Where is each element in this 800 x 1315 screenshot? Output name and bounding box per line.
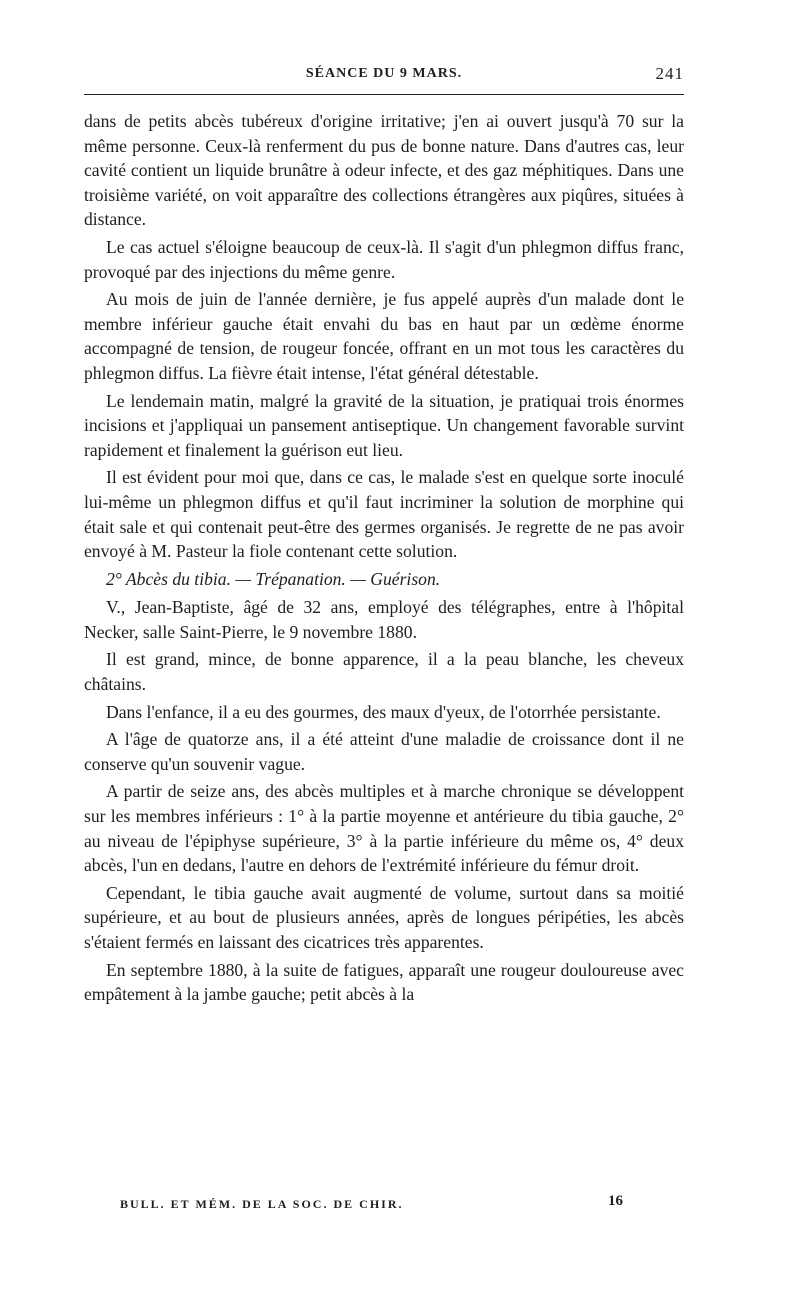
- running-head-title: SÉANCE DU 9 MARS.: [305, 66, 463, 81]
- running-head: [84, 60, 684, 84]
- body-text: [84, 109, 684, 1007]
- paragraph: Le lendemain matin, malgré la gravité de la situation, je pratiquai trois énormes incisions et j'appliquai un pansement antiseptique. Un changement favorable survint rapidement et finalement la guérison eut lieu.: [84, 390, 684, 460]
- paragraph: Il est évident pour moi que, dans ce cas, le malade s'est en quelque sorte inoculé lui-même un phlegmon diffus et qu'il faut incriminer la solution de morphine qui était sale et qui contenait peut-être des germes organisés. Je regrette de ne pas avoir envoyé à M. Pasteur la fiole contenant cette solution.: [84, 467, 684, 562]
- case-paragraph: En septembre 1880, à la suite de fatigues, apparaît une rougeur douloureuse avec empâtement à la jambe gauche; petit abcès à la: [84, 959, 684, 1005]
- signature-mark: BULL. ET MÉM. DE LA SOC. DE CHIR.: [120, 1197, 404, 1211]
- case-paragraph: Dans l'enfance, il a eu des gourmes, des maux d'yeux, de l'otorrhée persistante.: [106, 701, 661, 722]
- case-paragraph: Cependant, le tibia gauche avait augmenté de volume, surtout dans sa moitié supérieure, et au bout de plusieurs années, après de longues péripéties, les abcès s'étaient fermés en laissant des cicatrices très apparentes.: [84, 882, 684, 952]
- leaf-number: 16: [608, 1193, 623, 1209]
- paragraph-continued: dans de petits abcès tubéreux d'origine irritative; j'en ai ouvert jusqu'à 70 sur la même personne. Ceux-là renferment du pus de bonne nature. Dans d'autres cas, leur cavité contient un liquide brunâtre à odeur infecte, et des gaz méphitiques. Dans une troisième variété, on voit apparaître des collections étrangères aux piqûres, situées à distance.: [84, 111, 684, 230]
- paragraph: Le cas actuel s'éloigne beaucoup de ceux-là. Il s'agit d'un phlegmon diffus franc, provoqué par des injections du même genre.: [84, 236, 684, 282]
- case-paragraph: V., Jean-Baptiste, âgé de 32 ans, employé des télégraphes, entre à l'hôpital Necker, salle Saint-Pierre, le 9 novembre 1880.: [84, 597, 684, 642]
- case-paragraph: A partir de seize ans, des abcès multiples et à marche chronique se développent sur les membres inférieurs : 1° à la partie moyenne et antérieure du tibia gauche, 2° au niveau de l'épiphyse supérieure, 3° à la partie inférieure du même os, 4° deux abcès, l'un en dedans, l'autre en dehors de l'extrémité inférieure du fémur droit.: [84, 781, 684, 876]
- page-content: [84, 60, 684, 1010]
- case-paragraph: Il est grand, mince, de bonne apparence, il a la peau blanche, les cheveux châtains.: [84, 649, 684, 695]
- case-paragraph: A l'âge de quatorze ans, il a été atteint d'une maladie de croissance dont il ne conserve qu'un souvenir vague.: [84, 729, 684, 774]
- header-rule: [84, 94, 684, 95]
- paragraph: Au mois de juin de l'année dernière, je fus appelé auprès d'un malade dont le membre inférieur gauche était envahi du bas en haut par un œdème énorme accompagné de tension, de rougeur foncée, offrant en un mot tous les caractères du phlegmon diffus. La fièvre était intense, l'état général détestable.: [84, 289, 684, 383]
- section-heading-text: 2° Abcès du tibia. — Trépanation. — Guérison.: [106, 568, 441, 589]
- section-heading: [84, 567, 684, 592]
- page-number: 241: [655, 64, 684, 83]
